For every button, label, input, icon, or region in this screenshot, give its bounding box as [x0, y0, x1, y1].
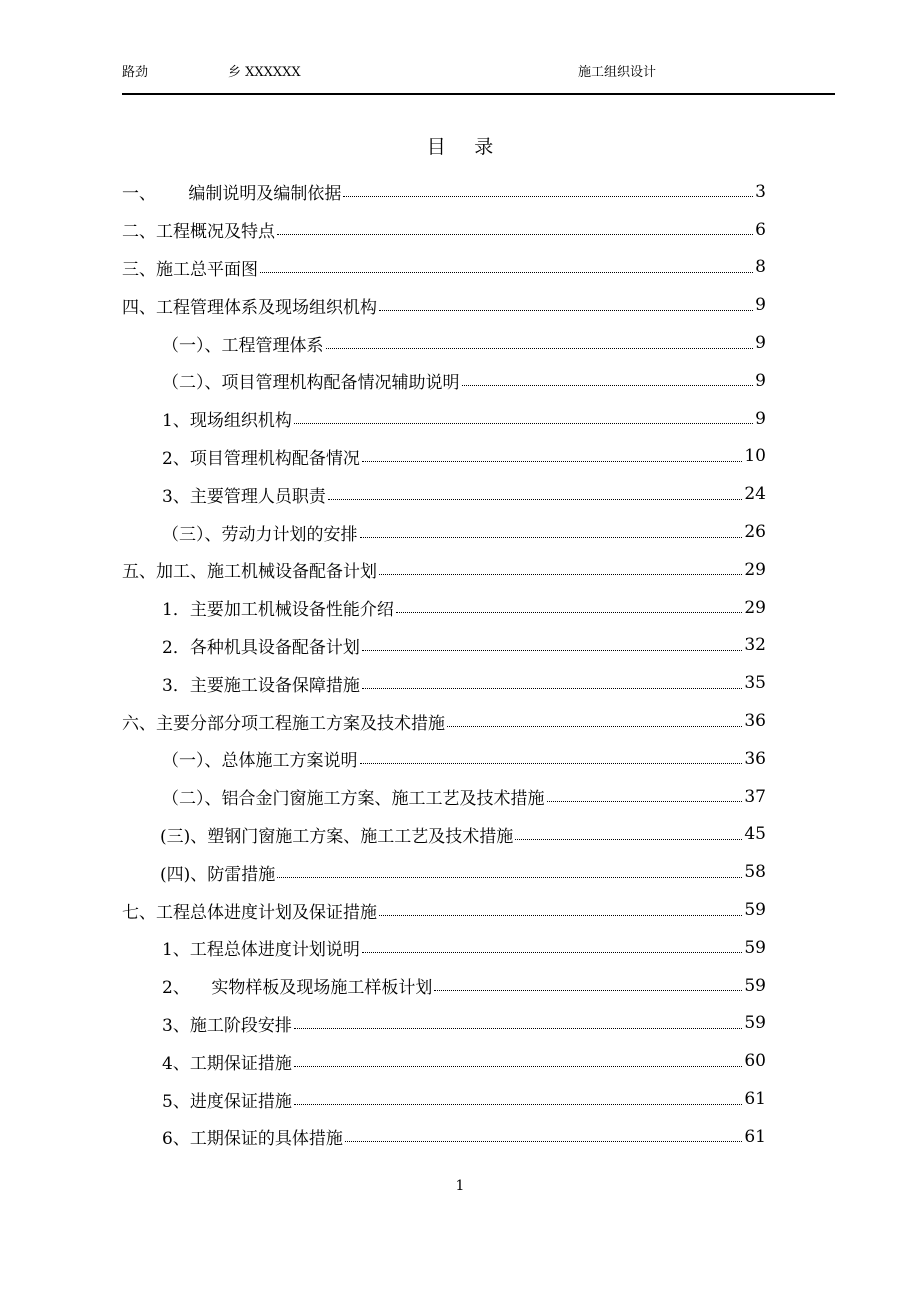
toc-entry-label: 1．主要加工机械设备性能介绍	[162, 600, 394, 621]
toc-entry-page-number: 45	[744, 824, 766, 845]
header-right-text: 施工组织设计	[578, 65, 657, 80]
page-header	[122, 64, 835, 96]
toc-entry[interactable]	[122, 249, 766, 287]
toc-entry-page-number: 10	[744, 446, 766, 467]
toc-entry-page-number: 59	[744, 1013, 766, 1034]
toc-entry-label: 五、加工、施工机械设备配备计划	[122, 562, 377, 583]
toc-entry-page-number: 35	[744, 673, 766, 694]
toc-entry-label: (三)、塑钢门窗施工方案、施工工艺及技术措施	[160, 826, 514, 847]
header-middle-text: 乡 XXXXXX	[228, 65, 301, 80]
toc-entry-page-number: 59	[744, 975, 766, 996]
toc-entry[interactable]	[122, 627, 766, 665]
toc-entry-label: 2、项目管理机构配备情况	[162, 448, 360, 469]
toc-entry-label: 二、工程概况及特点	[122, 222, 275, 243]
toc-leader-dots	[328, 499, 743, 500]
toc-title-text: 目录	[426, 136, 522, 158]
toc-entry-label: 5、进度保证措施	[162, 1091, 292, 1112]
toc-entry-page-number: 36	[744, 748, 766, 769]
toc-entry-page-number: 9	[755, 333, 766, 354]
toc-entry[interactable]	[122, 362, 766, 400]
toc-leader-dots	[362, 650, 743, 651]
toc-leader-dots	[360, 537, 743, 538]
toc-entry-page-number: 32	[744, 635, 766, 656]
toc-leader-dots	[326, 348, 754, 349]
toc-entry-page-number: 9	[755, 408, 766, 429]
toc-entry[interactable]	[122, 513, 766, 551]
toc-leader-dots	[396, 612, 743, 613]
toc-leader-dots	[260, 272, 753, 273]
toc-entry[interactable]	[122, 286, 766, 324]
toc-entry[interactable]	[122, 1042, 766, 1080]
toc-entry-label: 七、工程总体进度计划及保证措施	[122, 902, 377, 923]
page-number: 1	[455, 1178, 465, 1194]
toc-entry-page-number: 9	[755, 295, 766, 316]
toc-leader-dots	[277, 234, 753, 235]
toc-entry-label: 3．主要施工设备保障措施	[162, 675, 360, 696]
table-of-contents	[122, 173, 766, 1156]
toc-leader-dots	[379, 915, 742, 916]
toc-entry-label: （一）、总体施工方案说明	[162, 751, 358, 772]
toc-leader-dots	[294, 1104, 743, 1105]
toc-entry[interactable]	[122, 1080, 766, 1118]
toc-entry-page-number: 59	[744, 937, 766, 958]
toc-entry[interactable]	[122, 173, 766, 211]
toc-leader-dots	[345, 1141, 743, 1142]
toc-entry-label: 4、工期保证措施	[162, 1053, 292, 1074]
toc-leader-dots	[515, 839, 742, 840]
toc-entry-page-number: 3	[755, 181, 766, 202]
toc-entry[interactable]	[122, 778, 766, 816]
toc-entry-label: （二）、项目管理机构配备情况辅助说明	[162, 373, 460, 394]
toc-entry[interactable]	[122, 438, 766, 476]
toc-leader-dots	[362, 952, 743, 953]
toc-leader-dots	[462, 385, 754, 386]
toc-entry-label: 四、工程管理体系及现场组织机构	[122, 297, 377, 318]
toc-entry-label: 一、 编制说明及编制依据	[122, 184, 342, 205]
toc-leader-dots	[343, 196, 753, 197]
header-left-text: 路劲	[122, 65, 149, 80]
toc-entry[interactable]	[122, 891, 766, 929]
toc-entry-label: 2．各种机具设备配备计划	[162, 637, 360, 658]
toc-entry[interactable]	[122, 853, 766, 891]
toc-entry-label: 3、主要管理人员职责	[162, 486, 326, 507]
toc-entry-page-number: 29	[744, 559, 766, 580]
toc-entry[interactable]	[122, 967, 766, 1005]
toc-entry-page-number: 26	[744, 522, 766, 543]
toc-entry-page-number: 24	[744, 484, 766, 505]
toc-leader-dots	[379, 574, 742, 575]
toc-entry-page-number: 29	[744, 597, 766, 618]
toc-leader-dots	[547, 801, 743, 802]
toc-entry-label: （二）、铝合金门窗施工方案、施工工艺及技术措施	[162, 789, 545, 810]
toc-entry-label: 1、现场组织机构	[162, 411, 292, 432]
toc-entry[interactable]	[122, 1118, 766, 1156]
toc-entry-page-number: 8	[755, 257, 766, 278]
toc-entry-label: （一）、工程管理体系	[162, 335, 324, 356]
toc-entry-page-number: 6	[755, 219, 766, 240]
toc-entry-page-number: 60	[744, 1051, 766, 1072]
toc-leader-dots	[294, 423, 753, 424]
toc-entry-page-number: 37	[744, 786, 766, 807]
toc-entry-label: 3、施工阶段安排	[162, 1015, 292, 1036]
toc-entry-label: （三）、劳动力计划的安排	[162, 524, 358, 545]
toc-entry-label: 六、主要分部分项工程施工方案及技术措施	[122, 713, 445, 734]
toc-entry-page-number: 58	[744, 862, 766, 883]
toc-entry-label: 6、工期保证的具体措施	[162, 1129, 343, 1150]
toc-title	[0, 134, 920, 160]
toc-leader-dots	[362, 461, 743, 462]
toc-entry[interactable]	[122, 664, 766, 702]
toc-entry[interactable]	[122, 702, 766, 740]
toc-leader-dots	[434, 990, 742, 991]
toc-entry-page-number: 36	[744, 711, 766, 732]
toc-entry[interactable]	[122, 589, 766, 627]
toc-leader-dots	[294, 1028, 743, 1029]
toc-entry-label: 2、 实物样板及现场施工样板计划	[162, 978, 433, 999]
toc-entry-page-number: 9	[755, 370, 766, 391]
toc-entry[interactable]	[122, 324, 766, 362]
toc-leader-dots	[447, 726, 742, 727]
toc-leader-dots	[360, 763, 743, 764]
toc-entry[interactable]	[122, 816, 766, 854]
toc-entry[interactable]	[122, 1005, 766, 1043]
toc-leader-dots	[277, 877, 742, 878]
toc-entry[interactable]	[122, 400, 766, 438]
toc-entry-label: (四)、防雷措施	[160, 864, 276, 885]
toc-entry[interactable]	[122, 475, 766, 513]
toc-entry-page-number: 59	[744, 900, 766, 921]
toc-entry-label: 1、工程总体进度计划说明	[162, 940, 360, 961]
toc-leader-dots	[379, 310, 753, 311]
page-footer	[0, 1178, 920, 1194]
toc-entry[interactable]	[122, 740, 766, 778]
toc-entry[interactable]	[122, 929, 766, 967]
header-divider	[122, 93, 835, 95]
toc-entry-page-number: 61	[744, 1126, 766, 1147]
toc-leader-dots	[294, 1066, 743, 1067]
toc-entry[interactable]	[122, 551, 766, 589]
toc-entry-label: 三、施工总平面图	[122, 259, 258, 280]
toc-leader-dots	[362, 688, 743, 689]
toc-entry-page-number: 61	[744, 1089, 766, 1110]
toc-entry[interactable]	[122, 211, 766, 249]
